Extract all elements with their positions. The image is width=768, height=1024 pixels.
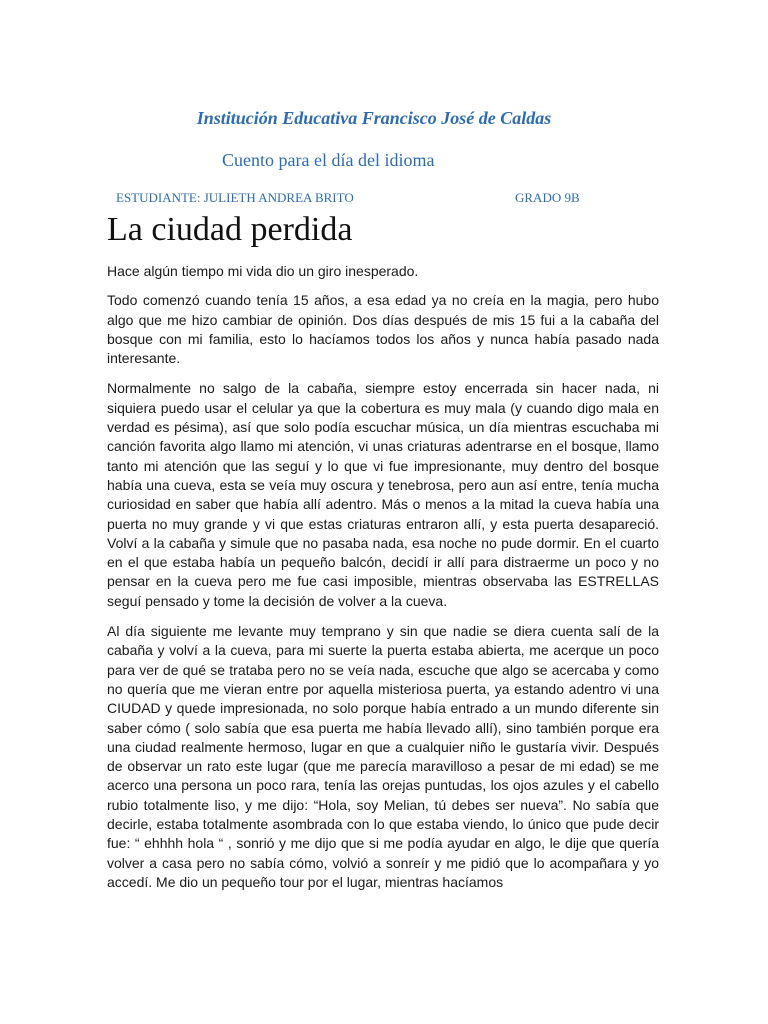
story-paragraph: Hace algún tiempo mi vida dio un giro inesperado. — [107, 263, 419, 279]
student-grade: GRADO 9B — [515, 190, 580, 205]
story-body — [107, 262, 659, 903]
document-subtitle: Cuento para el día del idioma — [222, 150, 435, 170]
story-paragraph: Todo comenzó cuando tenía 15 años, a esa edad ya no creía en la magia, pero hubo algo que me hizo cambiar de opinión. Dos días después de mis 15 fui a la cabaña del bosque con mi familia, esto lo hacíamos todos los años y nunca había pasado nada interesante. — [107, 292, 659, 367]
story-paragraph: Al día siguiente me levante muy temprano y sin que nadie se diera cuenta salí de la cabaña y volví a la cueva, para mi suerte la puerta estaba abierta, me acerque un poco para ver de qué se trataba pero no se veía nada, escuche que algo se acercaba y como no quería que me vieran entre por aquella misteriosa puerta, ya estando adentro vi una CIUDAD y quede impresionada, no solo porque había entrado a un mundo diferente sin saber cómo ( solo sabía que esa puerta me había llevado allí), sino también porque era una ciudad realmente hermoso, lugar en que a cualquier niño le gustaría vivir. Después de observar un rato este lugar (que me parecía maravilloso a pesar de mi edad) se me acerco una persona un poco rara, tenía las orejas puntudas, los ojos azules y el cabello rubio totalmente liso, y me dijo: “Hola, soy Melian, tú debes ser nueva”. No sabía que decirle, estaba totalmente asombrada con lo que estaba viendo, lo único que pude decir fue: “ ehhhh hola “ , sonrió y me dijo que si me podía ayudar en algo, le dije que quería volver a casa pero no sabía cómo, volvió a sonreír y me pidió que lo acompañara y yo accedí. Me dio un pequeño tour por el lugar, mientras hacíamos — [107, 623, 659, 890]
story-title: La ciudad perdida — [107, 211, 353, 248]
student-name: ESTUDIANTE: JULIETH ANDREA BRITO — [116, 190, 354, 205]
institution-name: Institución Educativa Francisco José de Caldas — [196, 108, 552, 128]
story-paragraph: Normalmente no salgo de la cabaña, siempre estoy encerrada sin hacer nada, ni siquiera puedo usar el celular ya que la cobertura es muy mala (y cuando digo mala en verdad es pésima), así que solo podía escuchar música, un día mientras escuchaba mi canción favorita algo llamo mi atención, vi unas criaturas adentrarse en el bosque, llamo tanto mi atención que las seguí y lo que vi fue impresionante, muy dentro del bosque había una cueva, esta se veía muy oscura y tenebrosa, pero aun así entre, tenía mucha curiosidad en saber que había allí adentro. Más o menos a la mitad la cueva había una puerta no muy grande y vi que estas criaturas entraron allí, y esta puerta desapareció. Volví a la cabaña y simule que no pasaba nada, esa noche no pude dormir. En el cuarto en el que estaba había un pequeño balcón, decidí ir allí para distraerme un poco y no pensar en la cueva pero me fue casi imposible, mientras observaba las ESTRELLAS seguí pensado y tome la decisión de volver a la cueva. — [107, 380, 659, 609]
